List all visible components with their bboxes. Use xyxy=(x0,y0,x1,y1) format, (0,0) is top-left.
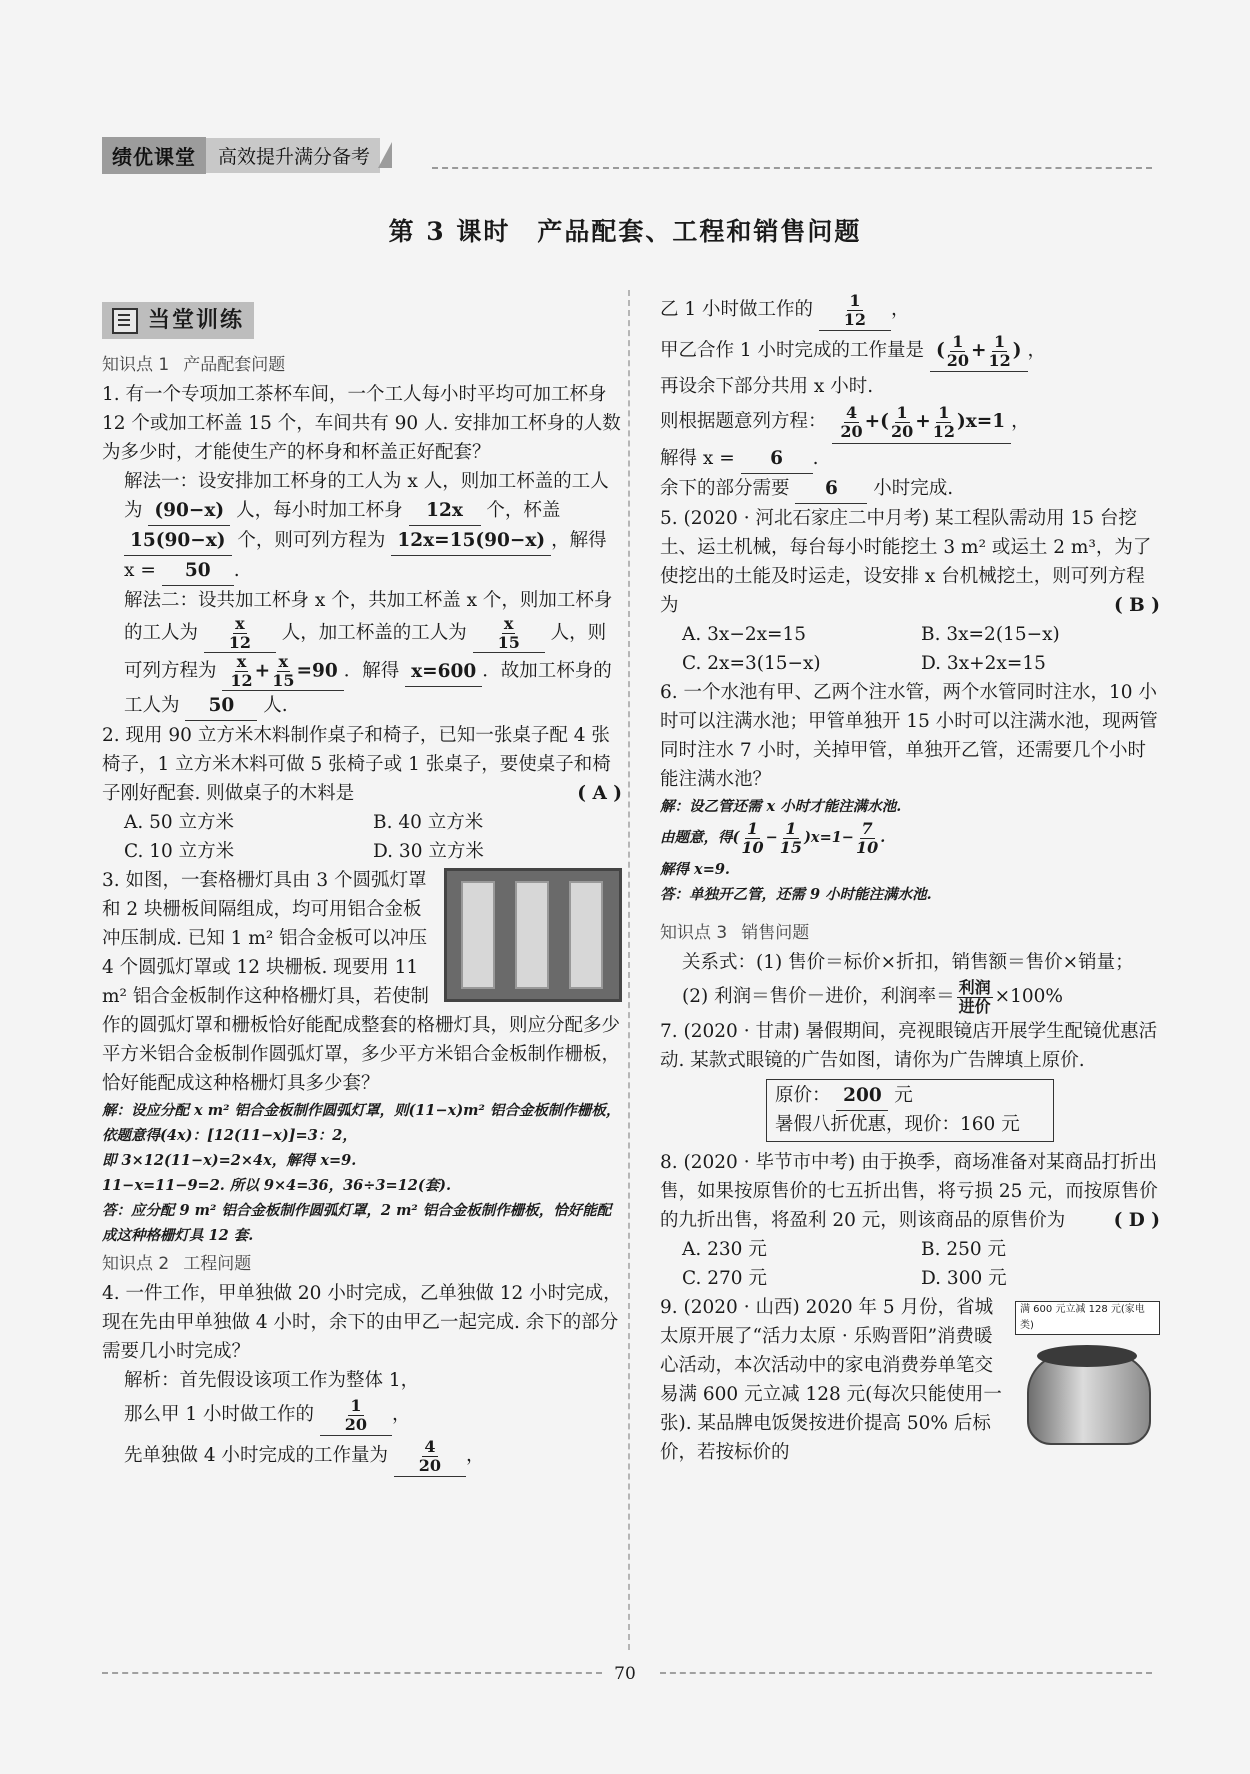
q4-equation[interactable]: $\frac{4}{20}$ +( $\frac{1}{20}$ + $\frac{1}{12}$ )x=1 xyxy=(832,401,1011,444)
option[interactable]: B. 40 立方米 xyxy=(373,812,484,833)
q1-equation[interactable]: $\frac{x}{12}$ + $\frac{x}{15}$ =90 xyxy=(222,653,343,691)
q1-blank[interactable]: 50 xyxy=(162,556,234,586)
option[interactable]: B. 3x=2(15−x) xyxy=(921,624,1060,645)
header-rule xyxy=(432,167,1152,169)
option[interactable]: C. 10 立方米 xyxy=(124,841,235,862)
q4-stem: 4. 一件工作，甲单独做 20 小时完成，乙单独做 12 小时完成，现在先由甲单独做 4 小时，余下的由甲乙一起完成. 余下的部分需要几小时完成？ xyxy=(102,1283,622,1362)
q8-stem: 8. (2020 · 毕节市中考) 由于换季，商场准备对某商品打折出售，如果按原售价的七五折出售，将亏损 25 元，而按原售价的九折出售，将盈利 20 元，则该商品的原售价为 ( D ) xyxy=(660,1148,1160,1235)
q2-stem: 2. 现用 90 立方米木料制作桌子和椅子，已知一张桌子配 4 张椅子，1 立方米木料可做 5 张椅子或 1 张桌子，要使桌子和椅子刚好配套. 则做桌子的木料是 ( A ) xyxy=(102,721,622,808)
q5-options xyxy=(660,620,1160,678)
q8-answer: ( D ) xyxy=(1113,1210,1160,1231)
page-number: 70 xyxy=(614,1664,636,1684)
q4-line: 余下的部分需要 6 小时完成. xyxy=(660,474,1160,504)
q7-ad-board: 原价： 200 元 暑假八折优惠，现价：160 元 xyxy=(766,1079,1054,1142)
q1-blank[interactable]: 50 xyxy=(185,691,257,721)
q4-analysis: 解析：首先假设该项工作为整体 1， xyxy=(124,1370,420,1391)
option[interactable]: C. 270 元 xyxy=(682,1268,767,1289)
q7-stem: 7. (2020 · 甘肃) 暑假期间，亮视眼镜店开展学生配镜优惠活动. 某款式眼镜的广告如图，请你为广告牌填上原价. xyxy=(660,1021,1158,1071)
knowledge-point-1 xyxy=(102,351,622,380)
q1-stem: 1. 有一个专项加工茶杯车间，一个工人每小时平均可加工杯身 12 个或加工杯盖 15 个，车间共有 90 人. 安排加工杯身的人数为多少时，才能使生产的杯身和杯盖正好配套？ xyxy=(102,384,621,463)
q4-line: 乙 1 小时做工作的 $\frac{1}{12}$ ， xyxy=(660,290,1160,331)
q1-blank[interactable]: 12x=15(90−x) xyxy=(391,526,551,556)
q3-stem: 3. 如图，一套格栅灯具由 3 个圆弧灯罩和 2 块栅板间隔组成，均可用铝合金板冲压制成. 已知 1 m² 铝合金板可以冲压 4 个圆弧灯罩或 12 块栅板. 现要用 11 m² 铝合金板制作这种格栅灯具，若使制作的圆弧灯罩和栅板恰好能配成整套的格栅灯具，则应分配多少平方米铝合金板制作圆弧灯罩，多少平方米铝合金板制作栅板，恰好能配成这种格栅灯具多少套？ xyxy=(102,870,621,1094)
q1-blank[interactable]: x=600 xyxy=(405,657,482,687)
option[interactable]: C. 2x=3(15−x) xyxy=(682,653,821,674)
option[interactable]: D. 300 元 xyxy=(921,1268,1007,1289)
q6-solution: 解：设乙管还需 x 小时才能注满水池. 由题意，得( $\frac{1}{10}$ − $\frac{1}{15}$ )x=1− $\frac{7}{10}$ . 解得 x=9. 答：单独开乙管，还需 9 小时能注满水池. xyxy=(660,798,932,903)
q4-blank[interactable]: 6 xyxy=(741,444,813,474)
section-banner xyxy=(102,302,254,339)
q4-blank[interactable]: 6 xyxy=(795,474,867,504)
q3-solution: 解：设应分配 x m² 铝合金板制作圆弧灯罩，则(11−x)m² 铝合金板制作栅板，依题意得(4x)：[12(11−x)]=3：2， 即 3×12(11−x)=2×4x，解得 x=9. 11−x=11−9=2. 所以 9×4=36，36÷3=12(套). 答：应分配 9 m² 铝合金板制作圆弧灯罩，2 m² 铝合金板制作栅板，恰好能配成这种格栅灯具 12 套. xyxy=(102,1102,621,1244)
q4-line: 解得 x = 6 . xyxy=(660,444,1160,474)
left-column xyxy=(102,300,622,1477)
q1-solution-1: 解法一：设安排加工杯身的工人为 x 人，则加工杯盖的工人为 (90−x) 人，每小时加工杯身 12x 个，杯盖 15(90−x) 个，则可列方程为 12x=15(90−x) ，解得 x = 50 . xyxy=(102,467,622,586)
grille-lamp-figure xyxy=(444,868,622,1002)
q4-blank[interactable]: $\frac{1}{20}$ xyxy=(320,1395,392,1436)
option[interactable]: A. 3x−2x=15 xyxy=(682,624,807,645)
q2-options xyxy=(102,808,622,866)
q9-stem: 9. (2020 · 山西) 2020 年 5 月份，省城太原开展了“活力太原 · 乐购晋阳”消费暖心活动，本次活动中的家电消费券单笔交易满 600 元立减 128 元(每次只能使用一张). 某品牌电饭煲按进价提高 50% 后标价，若按标价的 xyxy=(660,1297,1002,1463)
q4-line: 那么甲 1 小时做工作的 $\frac{1}{20}$ ， xyxy=(102,1395,622,1436)
knowledge-point-3: 知识点 3 销售问题 xyxy=(660,923,810,943)
option[interactable]: D. 30 立方米 xyxy=(373,841,484,862)
q4-line: 先单独做 4 小时完成的工作量为 $\frac{4}{20}$ ， xyxy=(102,1436,622,1477)
option[interactable]: B. 250 元 xyxy=(921,1239,1007,1260)
q4-line: 甲乙合作 1 小时完成的工作量是 ( $\frac{1}{20}$ + $\frac{1}{12}$ ) ， xyxy=(660,331,1160,372)
relation-2: (2) 利润＝售价－进价，利润率＝ $\frac{\text{利润}}{\text{进价}}$ ×100% xyxy=(682,977,1063,1016)
rice-cooker-figure xyxy=(1015,1301,1160,1461)
page-header xyxy=(102,138,392,172)
q7-blank[interactable]: 200 xyxy=(836,1082,888,1111)
q4-line: 再设余下部分共用 x 小时. xyxy=(660,376,874,397)
right-column xyxy=(660,290,1160,1467)
relation-1: 关系式：(1) 售价＝标价×折扣，销售额＝售价×销量； xyxy=(682,952,1134,973)
q8-options xyxy=(660,1235,1160,1293)
kp1-num: 知识点 1 xyxy=(102,355,170,375)
option[interactable]: D. 3x+2x=15 xyxy=(921,653,1046,674)
q1-blank[interactable]: 15(90−x) xyxy=(124,526,232,556)
q4-line: 则根据题意列方程： $\frac{4}{20}$ +( $\frac{1}{20}$ + $\frac{1}{12}$ )x=1 ， xyxy=(660,401,1160,444)
q1-solution-2: 解法二：设共加工杯身 x 个，共加工杯盖 x 个，则加工杯身的工人为 $\frac{x}{12}$ 人，加工杯盖的工人为 $\frac{x}{15}$ 人，则可列方程为 $\frac{x}{12}$ + $\frac{x}{15}$ =90 ．解得 x=600 ．故加工杯身的工人为 50 人. xyxy=(102,586,622,721)
header-brand: 绩优课堂 xyxy=(102,137,206,174)
q4-blank[interactable]: ( $\frac{1}{20}$ + $\frac{1}{12}$ ) xyxy=(930,331,1028,372)
q1-blank[interactable]: $\frac{x}{15}$ xyxy=(473,615,545,653)
q1-blank[interactable]: $\frac{x}{12}$ xyxy=(204,615,276,653)
coupon-label: 满 600 元立减 128 元(家电类) xyxy=(1015,1301,1160,1335)
q1-blank[interactable]: 12x xyxy=(409,496,481,526)
q5-answer: ( B ) xyxy=(1113,595,1160,616)
kp1-name: 产品配套问题 xyxy=(183,355,286,375)
q4-blank[interactable]: $\frac{1}{12}$ xyxy=(819,290,891,331)
q6-stem: 6. 一个水池有甲、乙两个注水管，两个水管同时注水，10 小时可以注满水池；甲管单独开 15 小时可以注满水池，现两管同时注水 7 小时，关掉甲管，单独开乙管，还需要几个小时能注满水池？ xyxy=(660,682,1158,790)
option[interactable]: A. 230 元 xyxy=(682,1239,767,1260)
header-slogan: 高效提升满分备考 xyxy=(206,138,380,173)
column-divider xyxy=(628,290,630,1650)
notebook-icon xyxy=(112,308,138,334)
q4-blank[interactable]: $\frac{4}{20}$ xyxy=(394,1436,466,1477)
lesson-title: 第 3 课时 产品配套、工程和销售问题 xyxy=(388,217,862,246)
option[interactable]: A. 50 立方米 xyxy=(124,812,235,833)
q1-blank[interactable]: (90−x) xyxy=(148,496,230,526)
knowledge-point-2: 知识点 2 工程问题 xyxy=(102,1254,252,1274)
header-triangle-icon xyxy=(378,142,392,168)
section-title: 当堂训练 xyxy=(148,308,245,333)
q5-stem: 5. (2020 · 河北石家庄二中月考) 某工程队需动用 15 台挖土、运土机械，每台每小时能挖土 3 m² 或运土 2 m³，为了使挖出的土能及时运走，设安排 x 台机械挖土，则可列方程为 ( B ) xyxy=(660,504,1160,620)
q2-answer: ( A ) xyxy=(577,783,622,804)
